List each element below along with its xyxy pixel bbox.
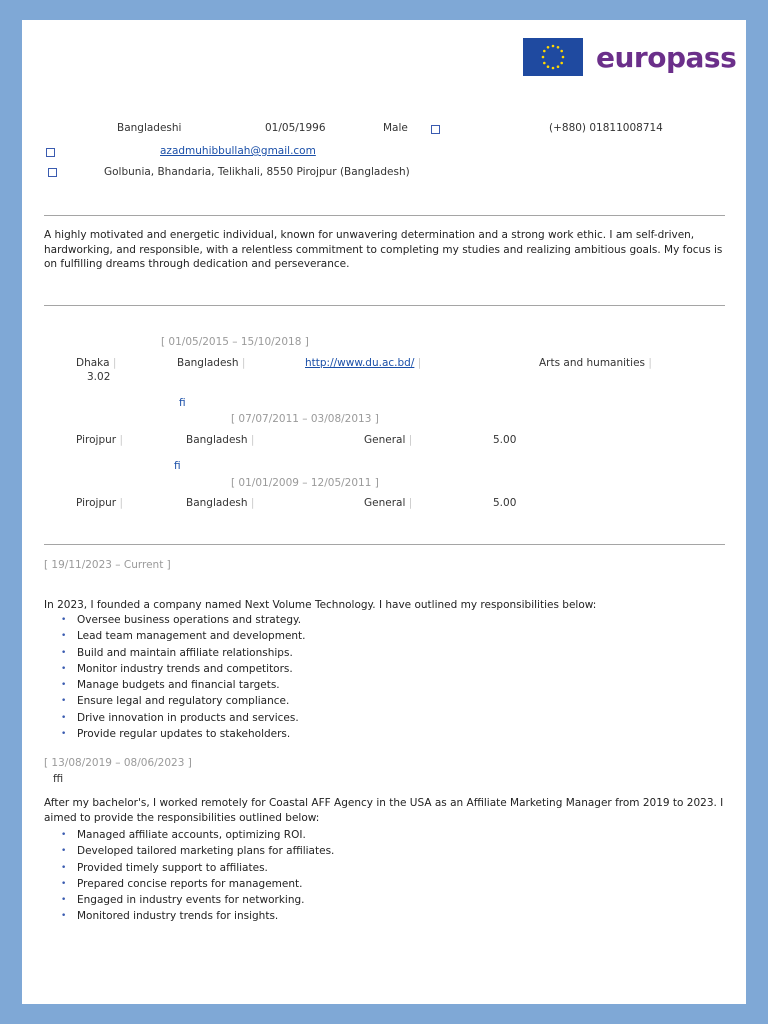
- gender: Male: [383, 122, 408, 134]
- ligature-glyph: ﬃ: [53, 773, 64, 785]
- list-item: • Drive innovation in products and services.: [61, 710, 306, 726]
- list-item: • Developed tailored marketing plans for aﬃliates.: [61, 843, 334, 859]
- about-me: A highly motivated and energetic individual, known for unwavering determination and a strong work ethic. I am self-driven, hardworking, and responsible, with a relentless commitment to completing my studies and realizing ambitious goals. My focus is on fulfilling dreams through dedication and perseverance.: [44, 229, 723, 270]
- ligature-glyph: fi: [174, 460, 181, 472]
- email-link[interactable]: azadmuhibbullah@gmail.com: [160, 145, 316, 157]
- list-item: • Provided timely support to aﬃliates.: [61, 860, 334, 876]
- education-field: General |: [364, 434, 413, 446]
- education-city: Pirojpur |: [76, 434, 123, 446]
- eu-flag-icon: [523, 38, 583, 76]
- education-city: Dhaka |: [76, 357, 117, 369]
- email-checkbox-icon: [46, 148, 55, 157]
- list-item: • Prepared concise reports for management.: [61, 876, 334, 892]
- section-divider: [44, 215, 725, 216]
- section-divider: [44, 544, 725, 545]
- europass-logo: europass: [596, 41, 737, 74]
- list-item: • Build and maintain aﬃliate relationships.: [61, 645, 306, 661]
- list-item: • Oversee business operations and strategy.: [61, 612, 306, 628]
- list-item: • Provide regular updates to stakeholders.: [61, 726, 306, 742]
- university-website-link[interactable]: http://www.du.ac.bd/: [305, 357, 415, 369]
- education-country: Bangladesh |: [186, 497, 255, 509]
- education-grade: 5.00: [493, 434, 517, 446]
- nationality: Bangladeshi: [117, 122, 182, 134]
- education-dates: [ 01/05/2015 – 15/10/2018 ]: [161, 336, 309, 348]
- education-city: Pirojpur |: [76, 497, 123, 509]
- education-dates: [ 01/01/2009 – 12/05/2011 ]: [231, 477, 379, 489]
- list-item: • Lead team management and development.: [61, 628, 306, 644]
- list-item: • Manage budgets and ﬁnancial targets.: [61, 677, 306, 693]
- list-item: • Managed aﬃliate accounts, optimizing ROI.: [61, 827, 334, 843]
- work-responsibilities: [61, 827, 334, 925]
- birth-date: 01/05/1996: [265, 122, 326, 134]
- education-field: General |: [364, 497, 413, 509]
- phone-number: (+880) 01811008714: [549, 122, 663, 134]
- work-dates: [ 13/08/2019 – 08/06/2023 ]: [44, 757, 192, 769]
- phone-checkbox-icon: [431, 125, 440, 134]
- education-country: Bangladesh |: [186, 434, 255, 446]
- address: Golbunia, Bhandaria, Telikhali, 8550 Pirojpur (Bangladesh): [104, 166, 410, 178]
- education-website: http://www.du.ac.bd/ |: [305, 357, 422, 369]
- ligature-glyph: fi: [179, 397, 186, 409]
- work-responsibilities: [61, 612, 306, 742]
- work-intro: After my bachelor's, I worked remotely for Coastal AFF Agency in the USA as an Aﬃliate Marketing Manager from 2019 to 2023. I aimed to provide the responsibilities outlined below:: [44, 797, 724, 824]
- work-dates: [ 19/11/2023 – Current ]: [44, 559, 171, 571]
- list-item: • Monitor industry trends and competitors.: [61, 661, 306, 677]
- education-grade: 5.00: [493, 497, 517, 509]
- address-checkbox-icon: [48, 168, 57, 177]
- section-divider: [44, 305, 725, 306]
- list-item: • Engaged in industry events for networking.: [61, 892, 334, 908]
- list-item: • Ensure legal and regulatory compliance.: [61, 693, 306, 709]
- work-intro: In 2023, I founded a company named Next Volume Technology. I have outlined my responsibilities below:: [44, 599, 597, 611]
- education-field: Arts and humanities |: [539, 357, 652, 369]
- education-country: Bangladesh |: [177, 357, 246, 369]
- education-grade: 3.02: [87, 371, 111, 383]
- education-dates: [ 07/07/2011 – 03/08/2013 ]: [231, 413, 379, 425]
- list-item: • Monitored industry trends for insights.: [61, 908, 334, 924]
